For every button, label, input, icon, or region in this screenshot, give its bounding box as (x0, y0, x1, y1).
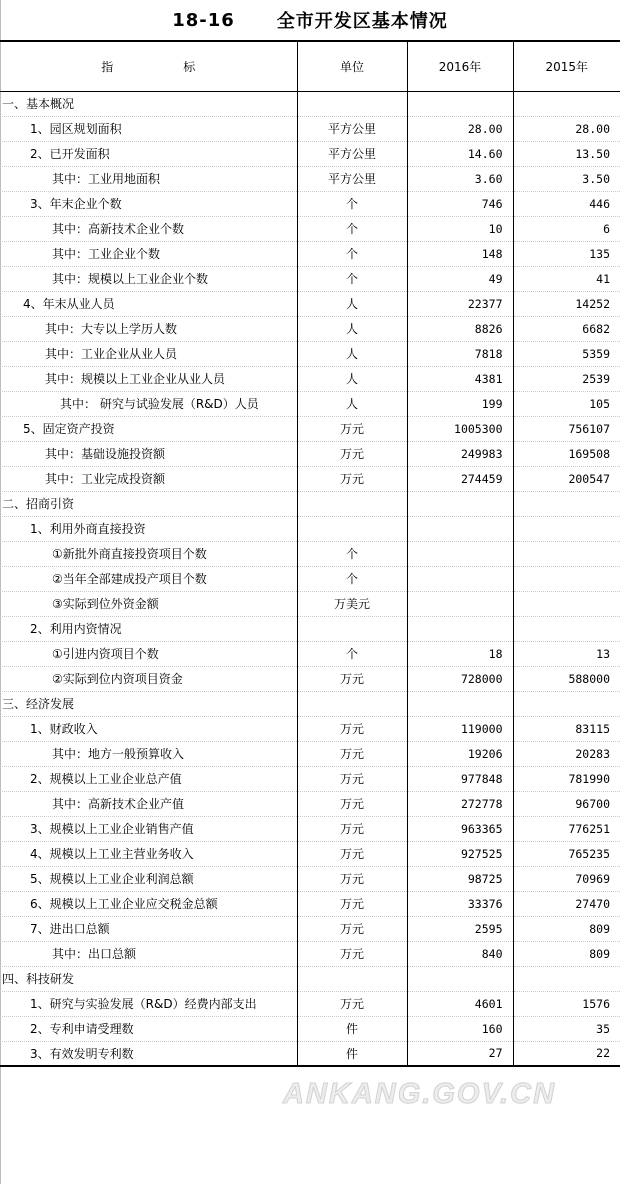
unit-cell: 个 (297, 241, 407, 266)
unit-cell (297, 516, 407, 541)
value-2015-cell: 588000 (513, 666, 620, 691)
value-2015-cell: 6 (513, 216, 620, 241)
table-row (0, 716, 620, 741)
header-indicator-char-2: 标 (183, 59, 196, 74)
unit-cell: 平方公里 (297, 166, 407, 191)
table-row (0, 491, 620, 516)
unit-cell (297, 491, 407, 516)
table-row (0, 891, 620, 916)
value-2016-cell: 160 (407, 1016, 513, 1041)
value-2015-cell: 809 (513, 916, 620, 941)
value-2016-cell (407, 91, 513, 116)
value-2016-cell: 28.00 (407, 116, 513, 141)
unit-cell: 万元 (297, 841, 407, 866)
indicator-cell: 其中：高新技术企业个数 (0, 216, 297, 241)
table-row (0, 166, 620, 191)
indicator-cell: ①新批外商直接投资项目个数 (0, 541, 297, 566)
unit-cell: 人 (297, 316, 407, 341)
value-2015-cell (513, 616, 620, 641)
unit-cell: 个 (297, 191, 407, 216)
table-row (0, 116, 620, 141)
indicator-cell: 其中： 研究与试验发展（R&D）人员 (0, 391, 297, 416)
value-2016-cell: 4601 (407, 991, 513, 1016)
unit-cell: 个 (297, 541, 407, 566)
table-row (0, 816, 620, 841)
header-indicator-char-1: 指 (101, 59, 114, 74)
value-2016-cell: 249983 (407, 441, 513, 466)
table-row (0, 916, 620, 941)
indicator-cell: 其中：地方一般预算收入 (0, 741, 297, 766)
page-title (0, 0, 620, 40)
indicator-cell: 其中：规模以上工业企业个数 (0, 266, 297, 291)
unit-cell: 万元 (297, 941, 407, 966)
value-2016-cell: 98725 (407, 866, 513, 891)
indicator-cell: 其中：基础设施投资额 (0, 441, 297, 466)
value-2016-cell (407, 541, 513, 566)
value-2015-cell: 14252 (513, 291, 620, 316)
value-2015-cell: 200547 (513, 466, 620, 491)
unit-cell (297, 966, 407, 991)
value-2016-cell: 7818 (407, 341, 513, 366)
value-2016-cell (407, 491, 513, 516)
value-2016-cell: 18 (407, 641, 513, 666)
table-row (0, 741, 620, 766)
value-2016-cell: 33376 (407, 891, 513, 916)
value-2015-cell (513, 91, 620, 116)
value-2016-cell: 8826 (407, 316, 513, 341)
value-2016-cell: 274459 (407, 466, 513, 491)
table-row (0, 941, 620, 966)
header-2015: 2015年 (513, 41, 620, 91)
table-row (0, 691, 620, 716)
indicator-cell: 其中：工业用地面积 (0, 166, 297, 191)
value-2015-cell: 781990 (513, 766, 620, 791)
indicator-cell: 其中：工业企业从业人员 (0, 341, 297, 366)
value-2015-cell (513, 491, 620, 516)
unit-cell: 个 (297, 266, 407, 291)
indicator-cell: 其中：规模以上工业企业从业人员 (0, 366, 297, 391)
value-2016-cell (407, 566, 513, 591)
table-row (0, 1041, 620, 1066)
indicator-cell: 其中：大专以上学历人数 (0, 316, 297, 341)
indicator-cell: 2、利用内资情况 (0, 616, 297, 641)
value-2016-cell: 119000 (407, 716, 513, 741)
unit-cell: 万元 (297, 866, 407, 891)
unit-cell: 万元 (297, 791, 407, 816)
unit-cell: 万元 (297, 666, 407, 691)
indicator-cell: 其中：高新技术企业产值 (0, 791, 297, 816)
table-row (0, 466, 620, 491)
value-2015-cell: 13 (513, 641, 620, 666)
value-2015-cell: 3.50 (513, 166, 620, 191)
value-2016-cell (407, 616, 513, 641)
indicator-cell: 3、有效发明专利数 (0, 1041, 297, 1066)
unit-cell: 万元 (297, 466, 407, 491)
value-2015-cell: 27470 (513, 891, 620, 916)
table-body (0, 91, 620, 1066)
value-2015-cell: 20283 (513, 741, 620, 766)
indicator-cell: 4、年末从业人员 (0, 291, 297, 316)
indicator-cell: 2、已开发面积 (0, 141, 297, 166)
value-2015-cell: 1576 (513, 991, 620, 1016)
value-2015-cell: 83115 (513, 716, 620, 741)
value-2016-cell: 1005300 (407, 416, 513, 441)
indicator-cell: 3、年末企业个数 (0, 191, 297, 216)
indicator-cell: 2、专利申请受理数 (0, 1016, 297, 1041)
development-zone-table (0, 40, 620, 1067)
indicator-cell: 1、财政收入 (0, 716, 297, 741)
unit-cell: 万元 (297, 741, 407, 766)
value-2016-cell: 10 (407, 216, 513, 241)
value-2015-cell: 809 (513, 941, 620, 966)
table-row (0, 316, 620, 341)
table-row (0, 566, 620, 591)
value-2015-cell (513, 516, 620, 541)
unit-cell: 万元 (297, 716, 407, 741)
unit-cell: 平方公里 (297, 141, 407, 166)
indicator-cell: 1、利用外商直接投资 (0, 516, 297, 541)
value-2016-cell: 22377 (407, 291, 513, 316)
value-2016-cell: 977848 (407, 766, 513, 791)
value-2016-cell (407, 591, 513, 616)
value-2015-cell: 35 (513, 1016, 620, 1041)
table-row (0, 541, 620, 566)
value-2015-cell (513, 541, 620, 566)
indicator-cell: ②当年全部建成投产项目个数 (0, 566, 297, 591)
indicator-cell: 1、研究与实验发展（R&D）经费内部支出 (0, 991, 297, 1016)
value-2016-cell (407, 691, 513, 716)
value-2016-cell (407, 966, 513, 991)
unit-cell: 个 (297, 641, 407, 666)
unit-cell: 万元 (297, 891, 407, 916)
unit-cell: 件 (297, 1016, 407, 1041)
value-2016-cell: 4381 (407, 366, 513, 391)
indicator-cell: 其中：工业完成投资额 (0, 466, 297, 491)
indicator-cell: 4、规模以上工业主营业务收入 (0, 841, 297, 866)
unit-cell: 个 (297, 566, 407, 591)
site-watermark: ANKANG.GOV.CN (283, 1078, 557, 1110)
value-2015-cell: 756107 (513, 416, 620, 441)
value-2015-cell: 2539 (513, 366, 620, 391)
value-2016-cell: 272778 (407, 791, 513, 816)
value-2015-cell (513, 591, 620, 616)
table-row (0, 391, 620, 416)
value-2016-cell: 199 (407, 391, 513, 416)
table-title: 全市开发区基本情况 (276, 11, 448, 32)
value-2016-cell: 840 (407, 941, 513, 966)
table-row (0, 366, 620, 391)
unit-cell: 平方公里 (297, 116, 407, 141)
value-2015-cell: 446 (513, 191, 620, 216)
value-2015-cell: 13.50 (513, 141, 620, 166)
unit-cell: 个 (297, 216, 407, 241)
unit-cell: 万元 (297, 766, 407, 791)
unit-cell (297, 91, 407, 116)
value-2016-cell: 927525 (407, 841, 513, 866)
value-2016-cell: 148 (407, 241, 513, 266)
value-2016-cell: 27 (407, 1041, 513, 1066)
table-number: 18-16 (172, 9, 235, 31)
indicator-cell: 5、规模以上工业企业利润总额 (0, 866, 297, 891)
indicator-cell: ①引进内资项目个数 (0, 641, 297, 666)
header-2016: 2016年 (407, 41, 513, 91)
indicator-cell: ②实际到位内资项目资金 (0, 666, 297, 691)
table-row (0, 191, 620, 216)
unit-cell: 万元 (297, 991, 407, 1016)
table-row (0, 516, 620, 541)
value-2015-cell: 105 (513, 391, 620, 416)
value-2015-cell (513, 566, 620, 591)
unit-cell (297, 691, 407, 716)
table-row (0, 991, 620, 1016)
table-row (0, 141, 620, 166)
unit-cell: 万元 (297, 816, 407, 841)
header-indicator (0, 41, 297, 91)
value-2016-cell: 2595 (407, 916, 513, 941)
table-row (0, 966, 620, 991)
table-row (0, 666, 620, 691)
value-2015-cell: 96700 (513, 791, 620, 816)
table-row (0, 341, 620, 366)
unit-cell: 人 (297, 391, 407, 416)
unit-cell: 人 (297, 341, 407, 366)
value-2016-cell: 19206 (407, 741, 513, 766)
value-2016-cell (407, 516, 513, 541)
unit-cell: 万元 (297, 441, 407, 466)
table-row (0, 866, 620, 891)
table-row (0, 216, 620, 241)
unit-cell: 件 (297, 1041, 407, 1066)
value-2015-cell: 22 (513, 1041, 620, 1066)
indicator-cell: 7、进出口总额 (0, 916, 297, 941)
value-2015-cell: 5359 (513, 341, 620, 366)
indicator-cell: 四、科技研发 (0, 966, 297, 991)
value-2016-cell: 746 (407, 191, 513, 216)
value-2015-cell: 41 (513, 266, 620, 291)
table-row (0, 91, 620, 116)
value-2015-cell: 28.00 (513, 116, 620, 141)
unit-cell: 人 (297, 291, 407, 316)
value-2016-cell: 728000 (407, 666, 513, 691)
header-row (0, 41, 620, 91)
table-row (0, 441, 620, 466)
value-2015-cell (513, 691, 620, 716)
indicator-cell: 一、基本概况 (2, 97, 75, 111)
table-row (0, 616, 620, 641)
indicator-cell: 其中：出口总额 (0, 941, 297, 966)
table-row (0, 591, 620, 616)
table-row (0, 291, 620, 316)
table-row (0, 416, 620, 441)
value-2015-cell: 6682 (513, 316, 620, 341)
value-2016-cell: 963365 (407, 816, 513, 841)
unit-cell: 人 (297, 366, 407, 391)
value-2015-cell: 765235 (513, 841, 620, 866)
table-row (0, 641, 620, 666)
table-row (0, 766, 620, 791)
indicator-cell: 3、规模以上工业企业销售产值 (0, 816, 297, 841)
value-2015-cell: 776251 (513, 816, 620, 841)
value-2016-cell: 3.60 (407, 166, 513, 191)
indicator-cell: 其中：工业企业个数 (0, 241, 297, 266)
unit-cell: 万美元 (297, 591, 407, 616)
table-row (0, 841, 620, 866)
indicator-cell: ③实际到位外资金额 (0, 591, 297, 616)
indicator-cell: 2、规模以上工业企业总产值 (0, 766, 297, 791)
indicator-cell: 6、规模以上工业企业应交税金总额 (0, 891, 297, 916)
table-row (0, 1016, 620, 1041)
value-2016-cell: 49 (407, 266, 513, 291)
indicator-cell: 5、固定资产投资 (0, 416, 297, 441)
value-2015-cell: 135 (513, 241, 620, 266)
table-row (0, 241, 620, 266)
unit-cell: 万元 (297, 416, 407, 441)
indicator-cell: 二、招商引资 (0, 491, 297, 516)
unit-cell (297, 616, 407, 641)
value-2015-cell: 70969 (513, 866, 620, 891)
value-2015-cell (513, 966, 620, 991)
indicator-cell: 三、经济发展 (0, 691, 297, 716)
value-2016-cell: 14.60 (407, 141, 513, 166)
header-unit: 单位 (297, 41, 407, 91)
indicator-cell: 1、园区规划面积 (0, 116, 297, 141)
table-row (0, 791, 620, 816)
unit-cell: 万元 (297, 916, 407, 941)
table-row (0, 266, 620, 291)
value-2015-cell: 169508 (513, 441, 620, 466)
